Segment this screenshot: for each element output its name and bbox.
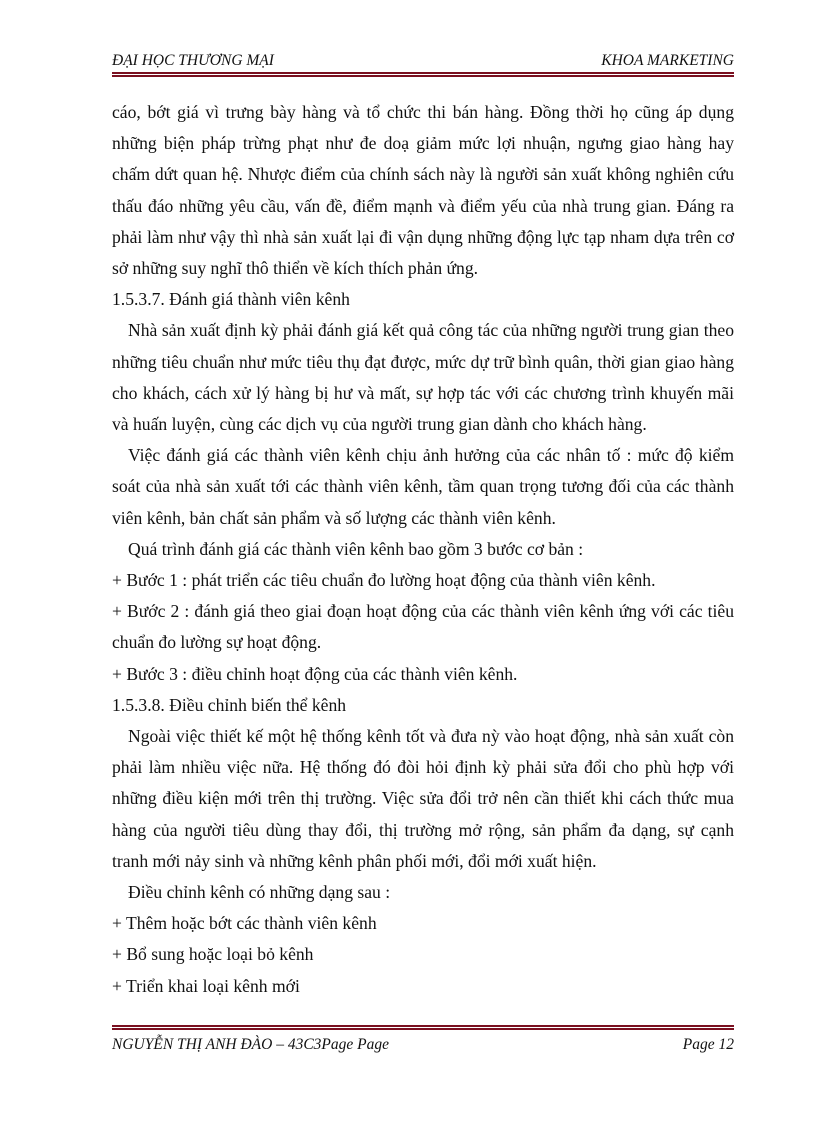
header-faculty: KHOA MARKETING <box>601 52 734 69</box>
list-item: + Bước 3 : điều chỉnh hoạt động của các thành viên kênh. <box>112 663 518 684</box>
list-item: + Bước 2 : đánh giá theo giai đoạn hoạt động của các thành viên kênh ứng với các tiêu chuẩn đo lường sự hoạt động. <box>112 601 734 653</box>
section-heading: 1.5.3.7. Đánh giá thành viên kênh <box>112 289 350 310</box>
section-heading: 1.5.3.8. Điều chỉnh biến thể kênh <box>112 694 347 715</box>
header-rule <box>112 72 734 78</box>
body-paragraph: Ngoài việc thiết kế một hệ thống kênh tốt và đưa nỳ vào hoạt động, nhà sản xuất còn phải làm nhiều việc nữa. Hệ thống đó đòi hỏi định kỳ phải sửa đổi cho phù hợp với những điều kiện mới trên thị trường. Việc sửa đổi trở nên cần thiết khi cách thức mua hàng của người tiêu dùng thay đổi, thị trường mở rộng, sản phẩm đa dạng, sự cạnh tranh mới nảy sinh và những kênh phân phối mới, đổi mới xuất hiện. <box>112 726 734 871</box>
footer-author: NGUYỄN THỊ ANH ĐÀO – 43C3Page Page <box>112 1036 389 1053</box>
list-item: + Bổ sung hoặc loại bỏ kênh <box>112 944 314 965</box>
body-paragraph: Việc đánh giá các thành viên kênh chịu ảnh hưởng của các nhân tố : mức độ kiểm soát của nhà sản xuất tới các thành viên kênh, tầm quan trọng tương đối của các thành viên kênh, bản chất sản phẩm và số lượng các thành viên kênh. <box>112 445 734 528</box>
header-university: ĐẠI HỌC THƯƠNG MẠI <box>112 52 274 69</box>
list-item: + Thêm hoặc bớt các thành viên kênh <box>112 913 377 934</box>
page-body <box>112 97 734 1002</box>
body-paragraph: Quá trình đánh giá các thành viên kênh bao gồm 3 bước cơ bản : <box>128 538 584 559</box>
body-paragraph: cáo, bớt giá vì trưng bày hàng và tổ chức thi bán hàng. Đồng thời họ cũng áp dụng những biện pháp trừng phạt như đe doạ giảm mức lợi nhuận, ngưng giao hàng hay chấm dứt quan hệ. Nhược điểm của chính sách này là người sản xuất không nghiên cứu thấu đáo những yêu cầu, vấn đề, điểm mạnh và điểm yếu của nhà trung gian. Đáng ra phải làm như vậy thì nhà sản xuất lại đi vận dụng những động lực tạp nham dựa trên cơ sở những suy nghĩ thô thiển về kích thích phản ứng. <box>112 102 734 279</box>
page-footer <box>112 1034 734 1056</box>
list-item: + Triển khai loại kênh mới <box>112 975 300 996</box>
body-paragraph: Điều chỉnh kênh có những dạng sau : <box>128 882 391 903</box>
page-number: Page 12 <box>682 1036 734 1053</box>
body-paragraph: Nhà sản xuất định kỳ phải đánh giá kết quả công tác của những người trung gian theo những tiêu chuẩn như mức tiêu thụ đạt được, mức dự trữ bình quân, thời gian giao hàng cho khách, cách xử lý hàng bị hư và mất, sự hợp tác với các chương trình khuyến mãi và huấn luyện, cùng các dịch vụ của người trung gian dành cho khách hàng. <box>112 320 734 435</box>
page-header <box>112 50 734 72</box>
footer-rule <box>112 1025 734 1031</box>
list-item: + Bước 1 : phát triển các tiêu chuẩn đo lường hoạt động của thành viên kênh. <box>112 570 656 591</box>
